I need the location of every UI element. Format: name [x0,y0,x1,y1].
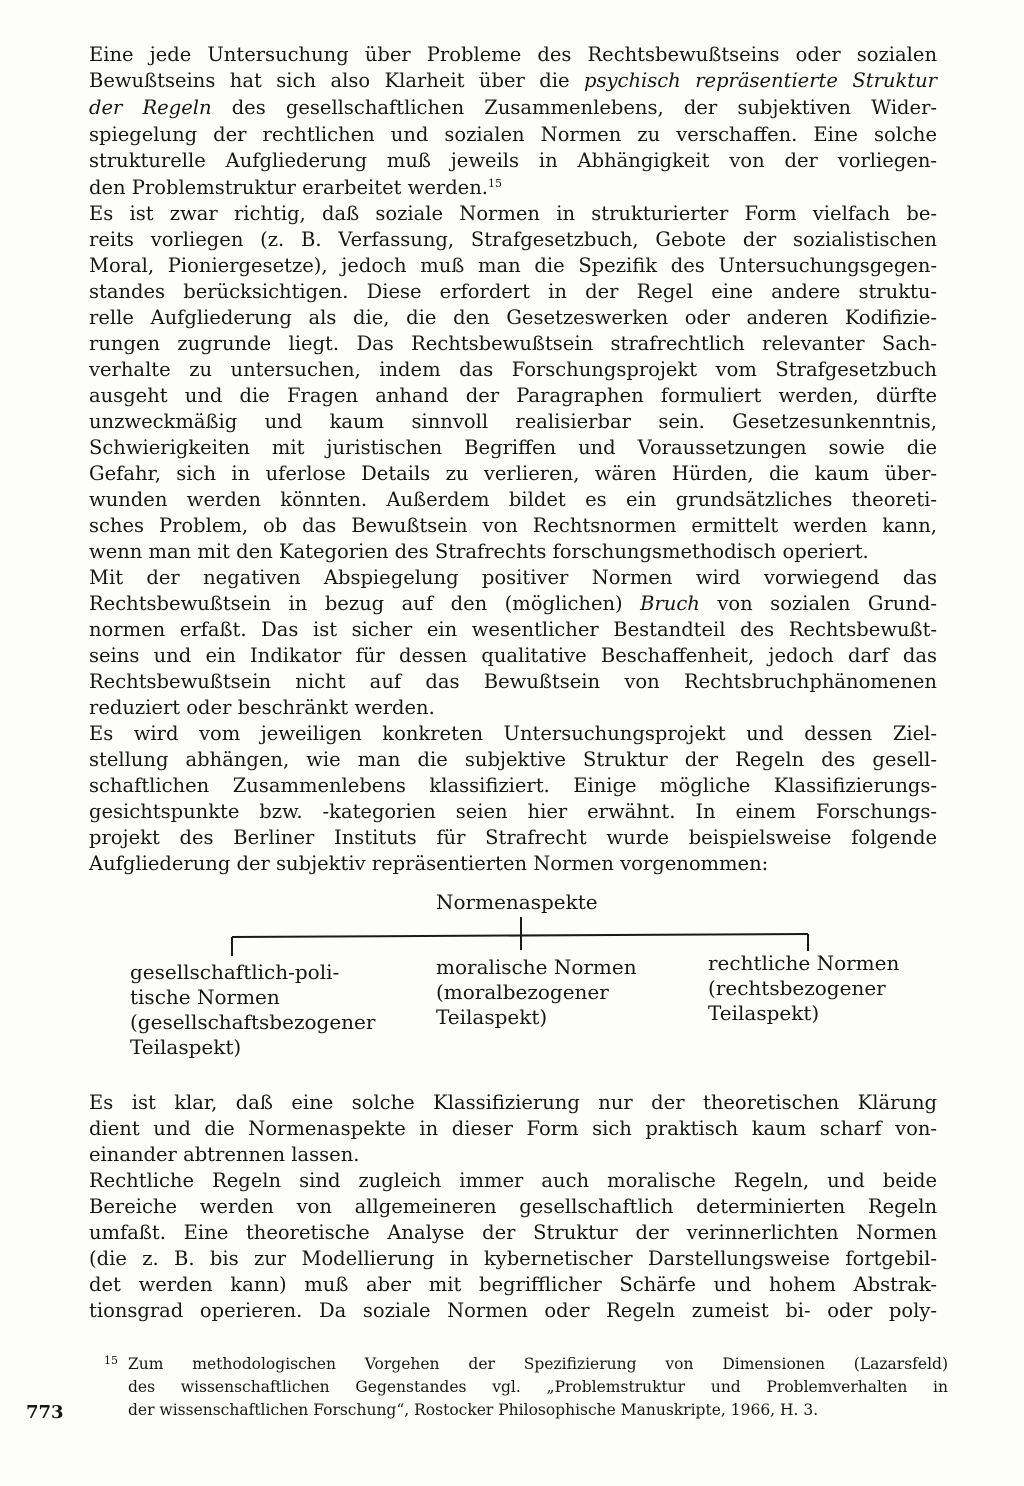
text-line: dient und die Normenaspekte in dieser Form sich praktisch kaum scharf von- [89,1117,937,1140]
text-line: umfaßt. Eine theoretische Analyse der Struktur der verinnerlichten Normen [89,1221,937,1244]
text-line: seins und ein Indikator für dessen qualitative Beschaffenheit, jedoch darf das [89,644,937,667]
diagram-branch-text: Teilaspekt) [708,1001,820,1025]
diagram-root-label: Normenaspekte [436,890,598,914]
text-line: Moral, Pioniergesetze), jedoch muß man die Spezifik des Untersuchungsgegen- [89,254,937,277]
text-line: schaftlichen Zusammenlebens klassifiziert. Einige mögliche Klassifizierungs- [89,774,937,797]
emphasis: psychisch repräsentierte Struktur [584,69,937,92]
text-line: Rechtliche Regeln sind zugleich immer auch moralische Regeln, und beide [89,1169,937,1192]
text-line: reduziert oder beschränkt werden. [89,696,435,719]
diagram-branch-text: rechtliche Normen [708,951,900,975]
diagram-branch-text: tische Normen [130,985,280,1009]
text-line: projekt des Berliner Instituts für Strafrecht wurde beispielsweise folgende [89,826,937,849]
text-line: tionsgrad operieren. Da soziale Normen oder Regeln zumeist bi- oder poly- [89,1299,937,1322]
footnote-number: 15 [104,1354,118,1367]
text-line: ausgeht und die Fragen anhand der Paragraphen formuliert werden, dürfte [89,384,937,407]
text-line: gesichtspunkte bzw. -kategorien seien hier erwähnt. In einem Forschungs- [89,800,937,823]
text-line: unzweckmäßig und kaum sinnvoll realisierbar sein. Gesetzesunkenntnis, [89,410,937,433]
text-line: Aufgliederung der subjektiv repräsentierten Normen vorgenommen: [89,852,769,875]
text-line: Es ist zwar richtig, daß soziale Normen in strukturierter Form vielfach be- [89,202,937,225]
text-line: Bewußtseins hat sich also Klarheit über die psychisch repräsentierte Struktur [89,69,937,92]
text-line: Bereiche werden von allgemeineren gesellschaftlich determinierten Regeln [89,1195,937,1218]
page-number: 773 [26,1402,64,1423]
text-line: Gefahr, sich in uferlose Details zu verlieren, wären Hürden, die kaum über- [89,462,937,485]
text-line: relle Aufgliederung als die, die den Gesetzeswerken oder anderen Kodifizie- [89,306,937,329]
text-line: Schwierigkeiten mit juristischen Begriffen und Voraussetzungen sowie die [89,436,937,459]
text-line: reits vorliegen (z. B. Verfassung, Strafgesetzbuch, Gebote der sozialistischen [89,228,937,251]
text-line: den Problemstruktur erarbeitet werden.$^{15}$ [89,176,502,199]
diagram-branch-text: Teilaspekt) [436,1005,548,1029]
emphasis: Bruch [640,592,700,615]
diagram-branch-text: Teilaspekt) [130,1035,242,1059]
text-line: Mit der negativen Abspiegelung positiver Normen wird vorwiegend das [89,566,937,589]
text-line: stellung abhängen, wie man die subjektive Struktur der Regeln des gesell- [89,748,937,771]
text-line: wenn man mit den Kategorien des Strafrechts forschungsmethodisch operiert. [89,540,869,563]
footnote-line: des wissenschaftlichen Gegenstandes vgl. „Problemstruktur und Problemverhalten in [128,1378,948,1396]
footnote-line: der wissenschaftlichen Forschung“, Rostocker Philosophische Manuskripte, 1966, H. 3. [128,1401,819,1419]
text-line: einander abtrennen lassen. [89,1143,360,1166]
text-line: Rechtsbewußtsein nicht auf das Bewußtsein von Rechtsbruchphänomenen [89,670,937,693]
text-line: rungen zugrunde liegt. Das Rechtsbewußtsein strafrechtlich relevanter Sach- [89,332,937,355]
text-line: Es ist klar, daß eine solche Klassifizierung nur der theoretischen Klärung [89,1091,937,1114]
diagram-branch-text: moralische Normen [436,955,637,979]
text-line: Rechtsbewußtsein in bezug auf den (möglichen) Bruch von sozialen Grund- [89,592,937,615]
text-line: wunden werden könnten. Außerdem bildet es ein grundsätzliches theoreti- [89,488,937,511]
text-line: Es wird vom jeweiligen konkreten Untersuchungsprojekt und dessen Ziel- [89,722,937,745]
text-line: strukturelle Aufgliederung muß jeweils in Abhängigkeit von der vorliegen- [89,149,937,172]
emphasis: der Regeln [89,96,212,119]
text-line: (die z. B. bis zur Modellierung in kybernetischer Darstellungsweise fortgebil- [89,1247,937,1270]
text-line: spiegelung der rechtlichen und sozialen Normen zu verschaffen. Eine solche [89,123,937,146]
text-line: Eine jede Untersuchung über Probleme des Rechtsbewußtseins oder sozialen [89,43,937,66]
diagram-branch-text: gesellschaftlich-poli- [130,960,340,984]
diagram-branch-text: (gesellschaftsbezogener [130,1010,376,1034]
text-line: der Regeln des gesellschaftlichen Zusammenlebens, der subjektiven Wider- [89,96,937,119]
footnote-line: Zum methodologischen Vorgehen der Spezifizierung von Dimensionen (Lazarsfeld) [128,1355,948,1373]
diagram-branch-text: (moralbezogener [436,980,609,1004]
footnote-reference[interactable]: 15 [487,177,502,190]
text-line: det werden kann) muß aber mit begrifflicher Schärfe und hohem Abstrak- [89,1273,937,1296]
text-line: standes berücksichtigen. Diese erfordert in der Regel eine andere struktu- [89,280,937,303]
text-line: sches Problem, ob das Bewußtsein von Rechtsnormen ermittelt werden kann, [89,514,937,537]
diagram-branch-text: (rechtsbezogener [708,976,886,1000]
text-line: normen erfaßt. Das ist sicher ein wesentlicher Bestandteil des Rechtsbewußt- [89,618,937,641]
text-line: verhalte zu untersuchen, indem das Forschungsprojekt vom Strafgesetzbuch [89,358,937,381]
